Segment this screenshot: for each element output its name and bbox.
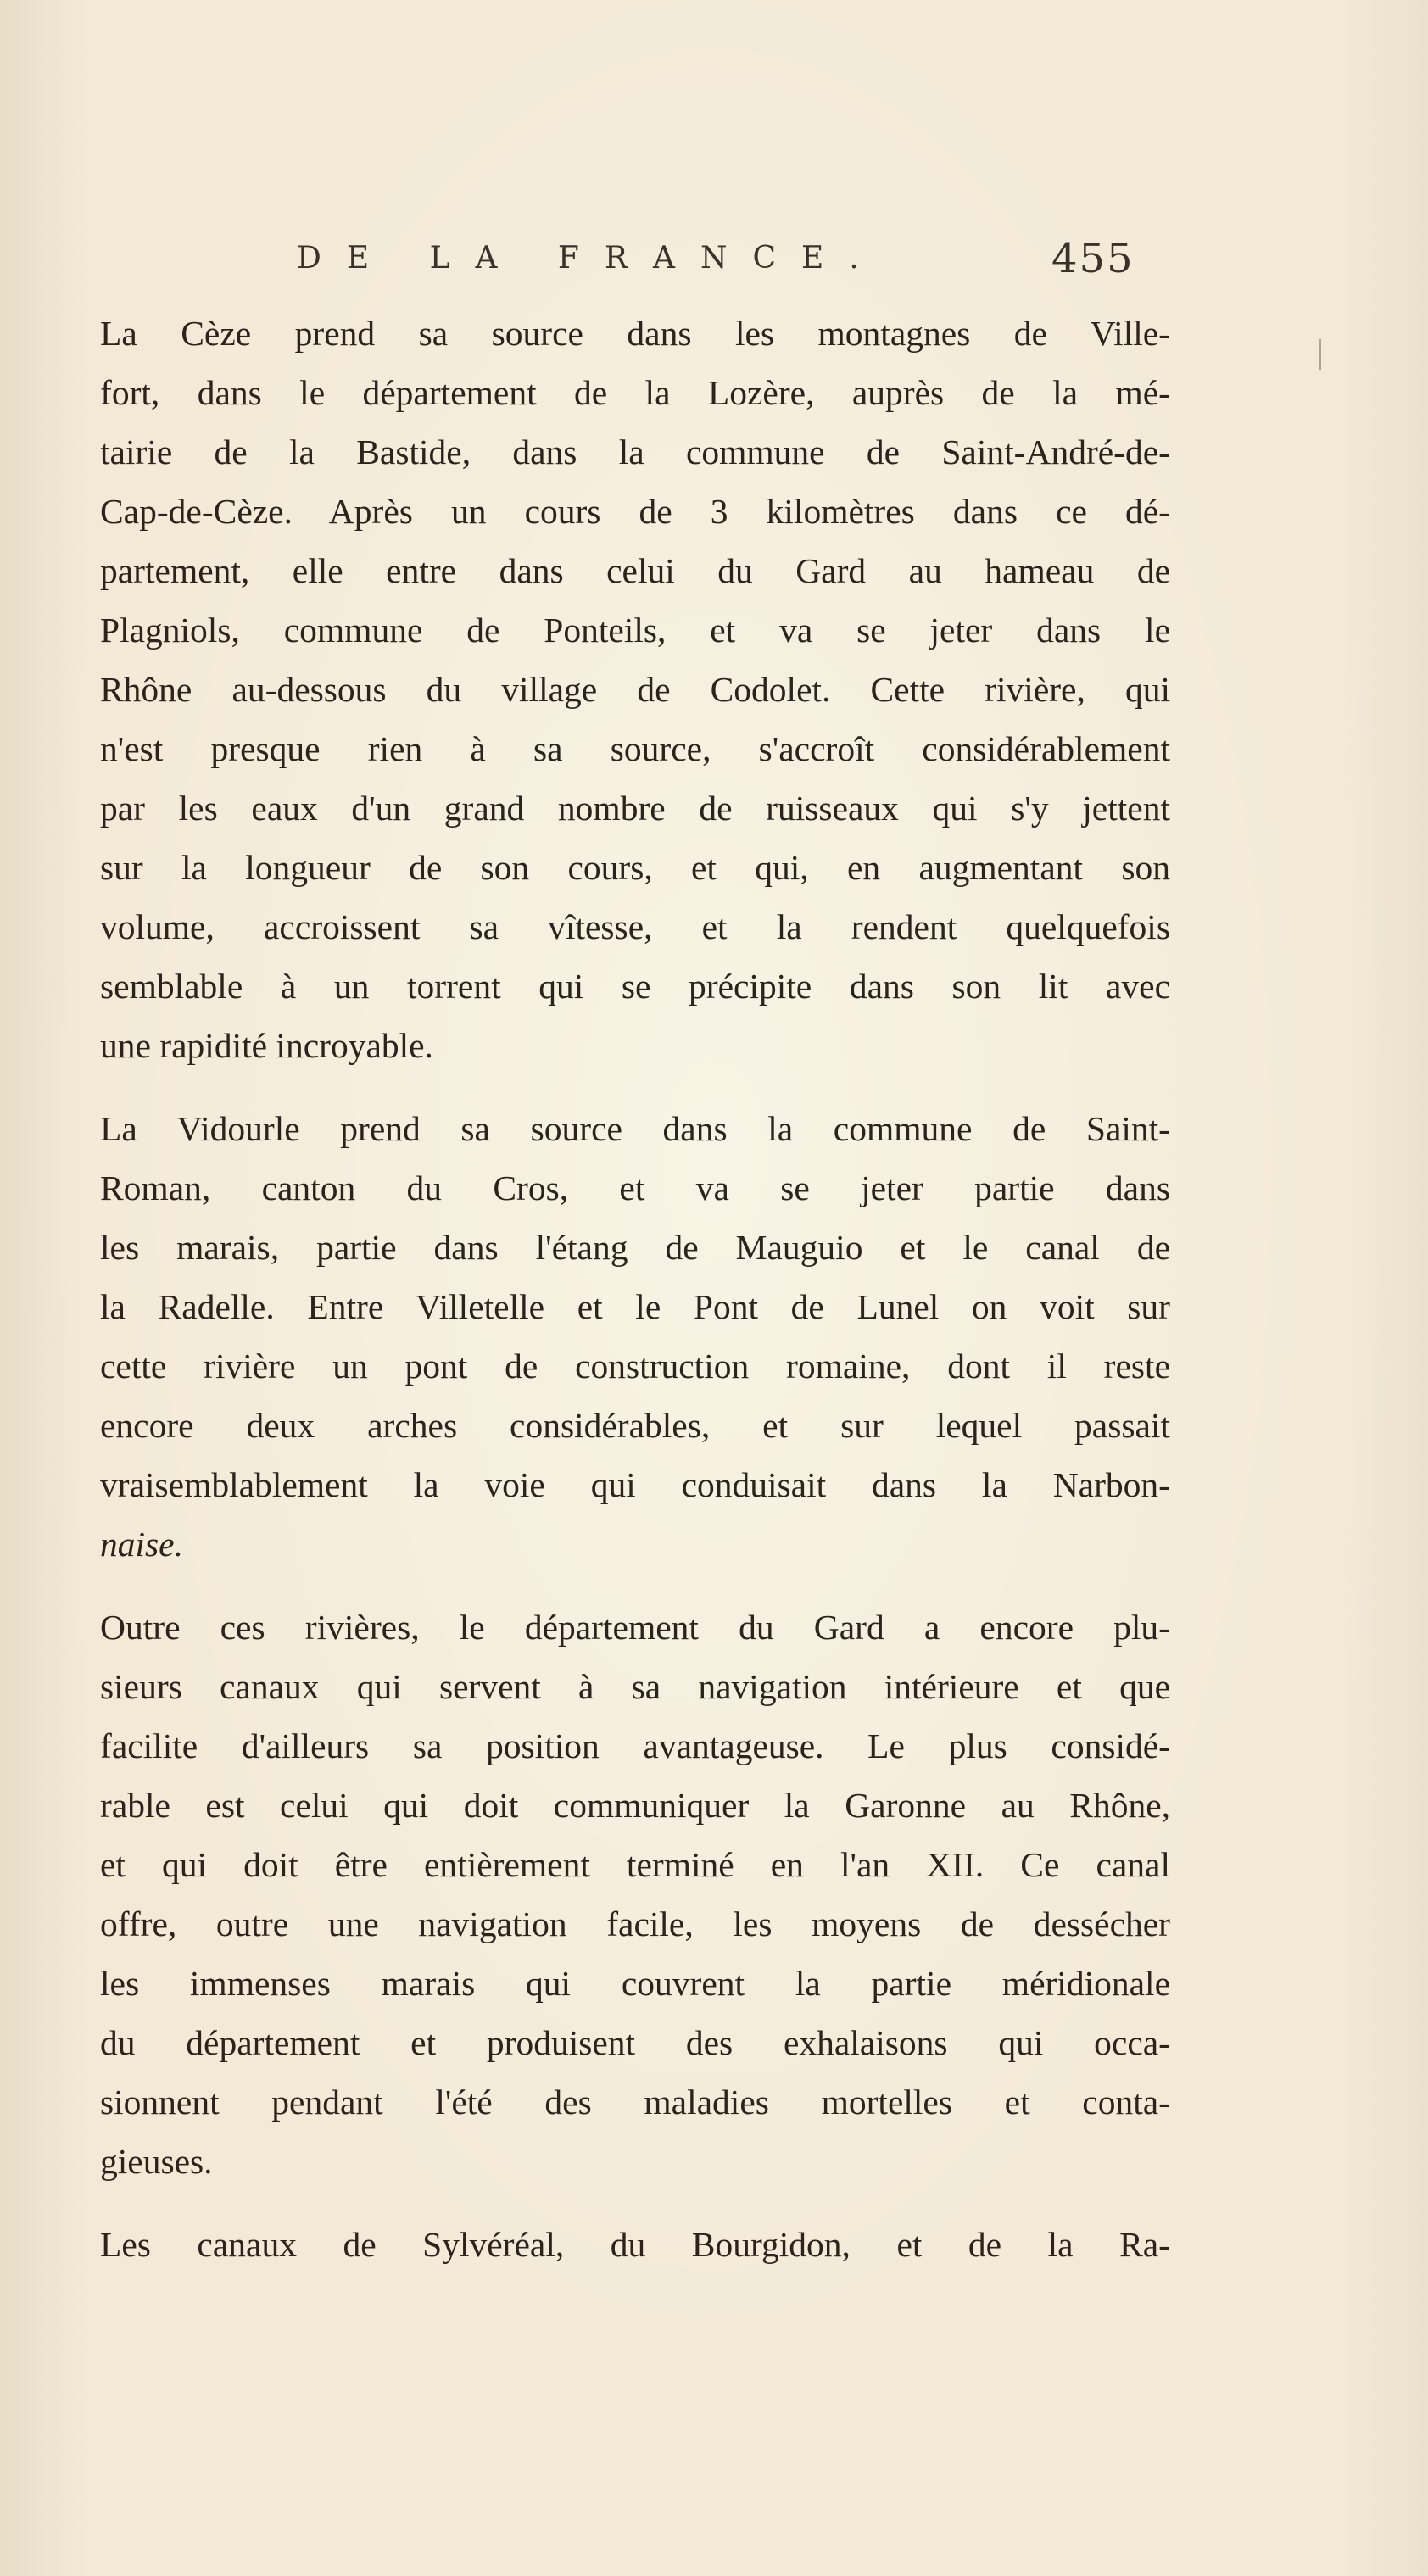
text-line: sur la longueur de son cours, et qui, en augmentant son xyxy=(100,848,1170,887)
text-line: les marais, partie dans l'étang de Mauguio et le canal de xyxy=(100,1228,1170,1267)
text-line: fort, dans le département de la Lozère, auprès de la mé- xyxy=(100,373,1170,412)
text-line: Cap-de-Cèze. Après un cours de 3 kilomètres dans ce dé- xyxy=(100,492,1170,531)
text-line: n'est presque rien à sa source, s'accroît considérablement xyxy=(100,729,1170,768)
text-line: Rhône au-dessous du village de Codolet. Cette rivière, qui xyxy=(100,670,1170,709)
text-line: la Radelle. Entre Villetelle et le Pont de Lunel on voit sur xyxy=(100,1287,1170,1326)
text-line: gieuses. xyxy=(100,2142,213,2181)
text-line: semblable à un torrent qui se précipite dans son lit avec xyxy=(100,967,1170,1006)
page-number: 455 xyxy=(1051,235,1135,282)
text-line: sionnent pendant l'été des maladies mortelles et conta- xyxy=(100,2083,1170,2122)
text-line: du département et produisent des exhalaisons qui occa- xyxy=(100,2023,1170,2062)
text-line: rable est celui qui doit communiquer la Garonne au Rhône, xyxy=(100,1786,1170,1825)
text-line: volume, accroissent sa vîtesse, et la rendent quelquefois xyxy=(100,907,1170,946)
text-line: partement, elle entre dans celui du Gard au hameau de xyxy=(100,551,1170,590)
running-head: DE LA FRANCE. xyxy=(297,241,884,276)
text-line: et qui doit être entièrement terminé en l'an XII. Ce canal xyxy=(100,1845,1170,1884)
page-header xyxy=(0,233,1428,284)
text-line: Outre ces rivières, le département du Gard a encore plu- xyxy=(100,1608,1170,1647)
text-line: La Cèze prend sa source dans les montagnes de Ville- xyxy=(100,314,1170,353)
text-line: sieurs canaux qui servent à sa navigation intérieure et que xyxy=(100,1667,1170,1706)
text-line: cette rivière un pont de construction romaine, dont il reste xyxy=(100,1347,1170,1386)
text-line: encore deux arches considérables, et sur lequel passait xyxy=(100,1406,1170,1445)
text-line: les immenses marais qui couvrent la partie méridionale xyxy=(100,1964,1170,2003)
text-line: La Vidourle prend sa source dans la commune de Saint- xyxy=(100,1109,1170,1148)
paragraph-3 xyxy=(100,1597,1170,2191)
text-line: Plagniols, commune de Ponteils, et va se jeter dans le xyxy=(100,611,1170,650)
text-line: tairie de la Bastide, dans la commune de Saint-André-de- xyxy=(100,432,1170,471)
text-line: Roman, canton du Cros, et va se jeter partie dans xyxy=(100,1168,1170,1207)
body-text xyxy=(100,304,1170,2298)
text-line: naise. xyxy=(100,1525,183,1564)
paragraph-4 xyxy=(100,2215,1170,2274)
text-line: facilite d'ailleurs sa position avantageuse. Le plus considé- xyxy=(100,1726,1170,1765)
text-line: vraisemblablement la voie qui conduisait dans la Narbon- xyxy=(100,1465,1170,1504)
margin-mark xyxy=(1319,339,1321,370)
text-line: une rapidité incroyable. xyxy=(100,1026,433,1065)
paragraph-1 xyxy=(100,304,1170,1075)
paragraph-2 xyxy=(100,1099,1170,1574)
text-line: Les canaux de Sylvéréal, du Bourgidon, et de la Ra- xyxy=(100,2225,1170,2264)
text-line: par les eaux d'un grand nombre de ruisseaux qui s'y jettent xyxy=(100,789,1170,828)
text-line: offre, outre une navigation facile, les moyens de dessécher xyxy=(100,1904,1170,1943)
